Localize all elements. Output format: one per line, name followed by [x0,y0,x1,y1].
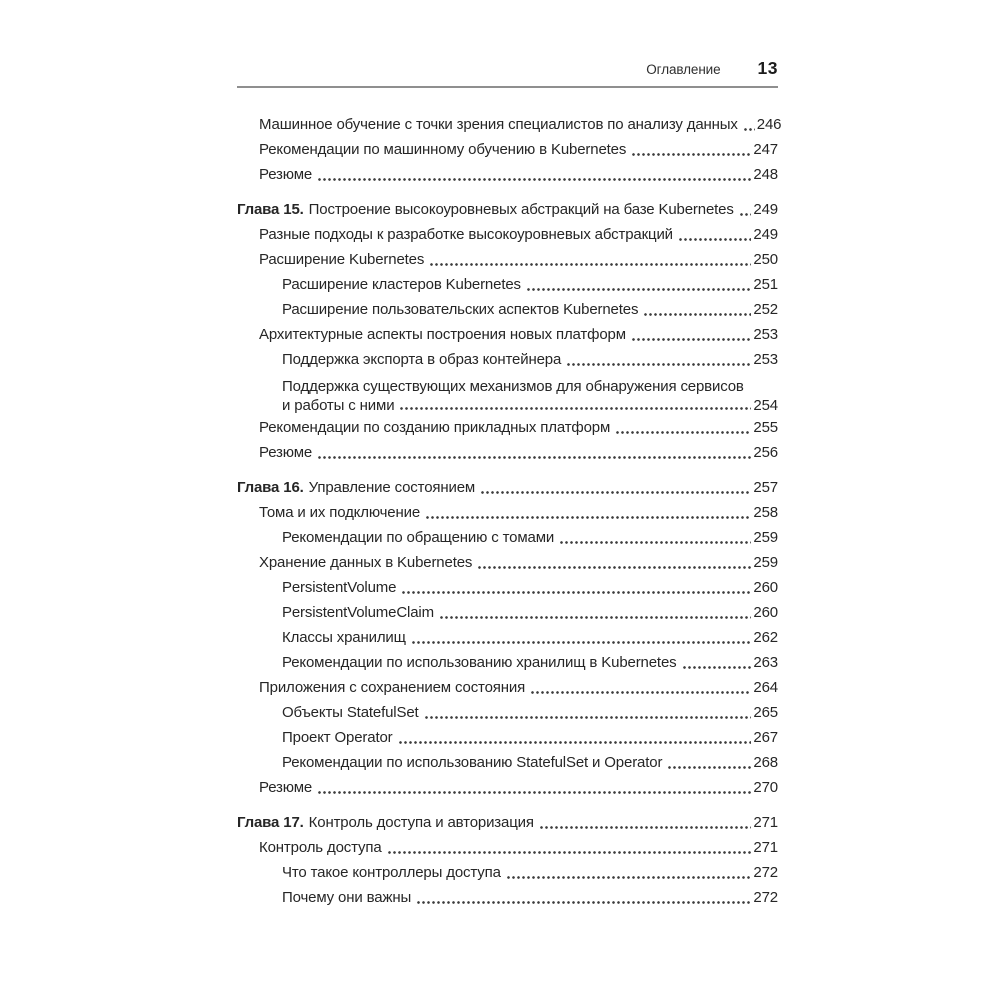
dot-leader [387,850,752,855]
toc-entry [237,775,778,800]
dot-leader [411,640,752,645]
toc-entry-page: 258 [753,504,778,521]
dot-leader [530,690,751,695]
toc-entry [237,525,778,550]
toc-entry-page: 259 [753,554,778,571]
header-rule [237,86,778,88]
toc-entry [237,835,778,860]
header-line [237,58,778,86]
toc-entry-title: Управление состоянием [308,479,476,496]
dot-leader [678,237,752,242]
toc-entry-title: Расширение кластеров Kubernetes [282,276,521,293]
toc-entry [237,885,778,910]
toc-entry-title: Построение высокоуровневых абстракций на базе Kubernetes [308,201,734,218]
toc-entry-title: Поддержка экспорта в образ контейнера [282,351,562,368]
toc-entry-continuation-line [282,396,778,415]
table-of-contents [237,112,782,910]
dot-leader [425,515,751,520]
toc-entry-page: 260 [753,604,778,621]
toc-entry-title-continuation: и работы с ними [282,397,395,414]
toc-entry-title: Машинное обучение с точки зрения специалистов по анализу данных [259,116,738,133]
dot-leader [506,875,752,880]
toc-chapter-prefix: Глава 16. [237,479,304,496]
toc-entry-page: 248 [753,166,778,183]
toc-entry-page: 254 [753,397,778,414]
toc-entry-page: 257 [753,479,778,496]
toc-entry-title: PersistentVolumeClaim [282,604,434,621]
toc-entry-page: 271 [753,814,778,831]
toc-entry-title: Резюме [259,444,313,461]
toc-entry-page: 253 [753,351,778,368]
dot-leader [429,262,751,267]
dot-leader [615,430,751,435]
dot-leader [399,406,751,411]
toc-entry [237,700,778,725]
toc-entry-page: 247 [753,141,778,158]
toc-entry-page: 265 [753,704,778,721]
dot-leader [631,152,751,157]
dot-leader [398,740,752,745]
toc-entry [237,500,778,525]
toc-entry [237,162,778,187]
toc-entry-page: 263 [753,654,778,671]
toc-entry-page: 246 [756,116,782,133]
toc-chapter-entry [237,475,778,500]
dot-leader [477,565,751,570]
dot-leader [480,490,751,495]
toc-entry-title: PersistentVolume [282,579,397,596]
dot-leader [317,177,751,182]
toc-entry [237,550,778,575]
toc-entry-page: 256 [753,444,778,461]
toc-entry [237,347,778,372]
toc-entry-page: 271 [753,839,778,856]
toc-entry [237,322,778,347]
toc-entry [237,297,778,322]
toc-entry [237,600,778,625]
dot-leader [317,455,751,460]
toc-entry [237,650,778,675]
toc-entry-page: 249 [753,226,778,243]
toc-entry-page: 250 [753,251,778,268]
toc-entry-title: Тома и их подключение [259,504,421,521]
running-title: Оглавление [646,62,721,77]
toc-entry-title: Резюме [259,166,313,183]
dot-leader [317,790,751,795]
toc-entry-title: Объекты StatefulSet [282,704,419,721]
dot-leader [682,665,752,670]
toc-entry-title: Почему они важны [282,889,412,906]
toc-entry-page: 260 [753,579,778,596]
toc-entry [237,750,778,775]
dot-leader [631,337,752,342]
toc-entry-title: Расширение пользовательских аспектов Kubernetes [282,301,639,318]
dot-leader [401,590,751,595]
toc-entry-page: 262 [753,629,778,646]
toc-entry [237,222,778,247]
toc-chapter-prefix: Глава 17. [237,814,304,831]
toc-entry-title: Архитектурные аспекты построения новых платформ [259,326,626,343]
toc-entry-page: 267 [753,729,778,746]
dot-leader [526,287,752,292]
dot-leader [743,127,755,132]
toc-entry-page: 251 [753,276,778,293]
toc-entry-title: Разные подходы к разработке высокоуровневых абстракций [259,226,673,243]
toc-entry-page: 255 [753,419,778,436]
toc-entry-page: 264 [753,679,778,696]
toc-entry-title: Контроль доступа и авторизация [308,814,534,831]
toc-entry-title: Что такое контроллеры доступа [282,864,501,881]
toc-chapter-entry [237,810,778,835]
toc-entry [237,372,778,415]
toc-entry [237,247,778,272]
toc-entry-page: 253 [753,326,778,343]
toc-entry [237,725,778,750]
toc-entry-page: 272 [753,864,778,881]
toc-entry-page: 268 [753,754,778,771]
toc-entry-title: Классы хранилищ [282,629,406,646]
dot-leader [643,312,751,317]
toc-entry [237,625,778,650]
toc-entry [237,575,778,600]
toc-entry [237,860,778,885]
toc-entry [237,675,778,700]
dot-leader [539,825,752,830]
toc-entry [237,272,778,297]
toc-entry-title: Приложения с сохранением состояния [259,679,526,696]
toc-entry-title: Проект Operator [282,729,393,746]
dot-leader [667,765,751,770]
toc-entry-page: 270 [753,779,778,796]
dot-leader [416,900,751,905]
dot-leader [739,212,752,217]
toc-entry [237,112,782,137]
toc-entry-title: Резюме [259,779,313,796]
toc-chapter-entry [237,197,778,222]
folio-page-number: 13 [757,58,778,78]
dot-leader [424,715,752,720]
dot-leader [566,362,751,367]
toc-entry-title: Рекомендации по обращению с томами [282,529,555,546]
toc-entry-title: Рекомендации по использованию хранилищ в Kubernetes [282,654,677,671]
toc-entry-title: Рекомендации по машинному обучению в Kubernetes [259,141,627,158]
toc-chapter-prefix: Глава 15. [237,201,304,218]
toc-entry-title: Расширение Kubernetes [259,251,425,268]
toc-entry-title: Контроль доступа [259,839,382,856]
toc-entry-title: Рекомендации по использованию StatefulSet и Operator [282,754,663,771]
toc-entry-title: Хранение данных в Kubernetes [259,554,473,571]
toc-entry-title: Рекомендации по созданию прикладных платформ [259,419,611,436]
page-header [237,58,778,88]
toc-entry-title: Поддержка существующих механизмов для обнаружения сервисов [282,378,744,395]
dot-leader [559,540,751,545]
toc-entry [237,440,778,465]
toc-entry [237,137,778,162]
toc-entry-page: 249 [753,201,778,218]
dot-leader [439,615,752,620]
toc-entry-page: 252 [753,301,778,318]
toc-entry-page: 259 [753,529,778,546]
toc-entry-page: 272 [753,889,778,906]
toc-entry [237,415,778,440]
